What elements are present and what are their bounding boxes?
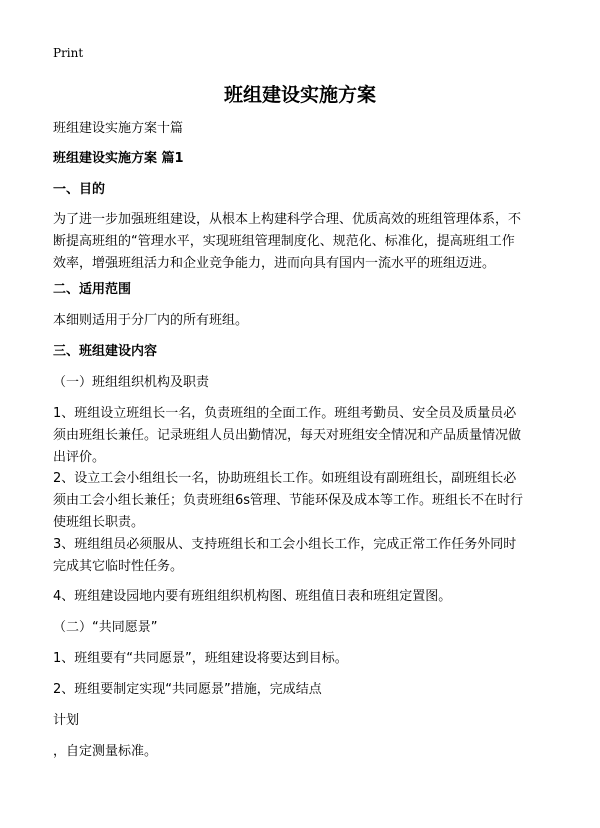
vision-item-2: 2、班组要制定实现“共同愿景”措施，完成结点 xyxy=(53,682,322,697)
paragraph-line: 2、设立工会小组组长一名，协助班组长工作。如班组设有副班组长，副班组长必 xyxy=(53,471,517,486)
organization-item-2 xyxy=(53,468,553,534)
section-heading-content: 三、班组建设内容 xyxy=(53,344,158,359)
scope-paragraph: 本细则适用于分厂内的所有班组。 xyxy=(53,313,249,328)
purpose-paragraph xyxy=(53,209,553,275)
chapter-heading: 班组建设实施方案 篇1 xyxy=(53,151,184,166)
section-heading-scope: 二、适用范围 xyxy=(53,282,132,297)
page-title: 班组建设实施方案 xyxy=(223,84,376,106)
document-subtitle: 班组建设实施方案十篇 xyxy=(53,121,184,136)
paragraph-line: 须由班组长兼任。记录班组人员出勤情况，每天对班组安全情况和产品质量情况做 xyxy=(53,428,522,443)
subsection-heading-organization: （一）班组组织机构及职责 xyxy=(53,375,210,390)
print-link[interactable]: Print xyxy=(53,46,84,60)
paragraph-line: 1、班组设立班组长一名，负责班组的全面工作。班组考勤员、安全员及质量员必 xyxy=(53,406,517,421)
vision-item-1: 1、班组要有“共同愿景”，班组建设将要达到目标。 xyxy=(53,651,348,666)
organization-item-4: 4、班组建设园地内要有班组组织机构图、班组值日表和班组定置图。 xyxy=(53,589,452,604)
paragraph-line: 完成其它临时性任务。 xyxy=(53,559,184,574)
paragraph-line: 出评价。 xyxy=(53,450,106,465)
section-heading-purpose: 一、目的 xyxy=(53,182,106,197)
paragraph-line: 3、班组组员必须服从、支持班组长和工会小组长工作，完成正常工作任务外同时 xyxy=(53,537,517,552)
paragraph-line: 效率，增强班组活力和企业竞争能力，进而向具有国内一流水平的班组迈进。 xyxy=(53,256,496,271)
organization-item-1 xyxy=(53,403,553,469)
organization-item-3 xyxy=(53,534,553,578)
subsection-heading-vision: （二）“共同愿景” xyxy=(53,620,158,635)
vision-item-2-tail: ，自定测量标准。 xyxy=(53,744,158,759)
paragraph-line: 须由工会小组长兼任；负责班组6s管理、节能环保及成本等工作。班组长不在时行 xyxy=(53,493,524,508)
vision-item-2-continued: 计划 xyxy=(53,713,80,728)
paragraph-line: 为了进一步加强班组建设，从根本上构建科学合理、优质高效的班组管理体系，不 xyxy=(53,212,522,227)
paragraph-line: 断提高班组的“管理水平，实现班组管理制度化、规范化、标准化，提高班组工作 xyxy=(53,234,515,249)
paragraph-line: 使班组长职责。 xyxy=(53,515,145,530)
